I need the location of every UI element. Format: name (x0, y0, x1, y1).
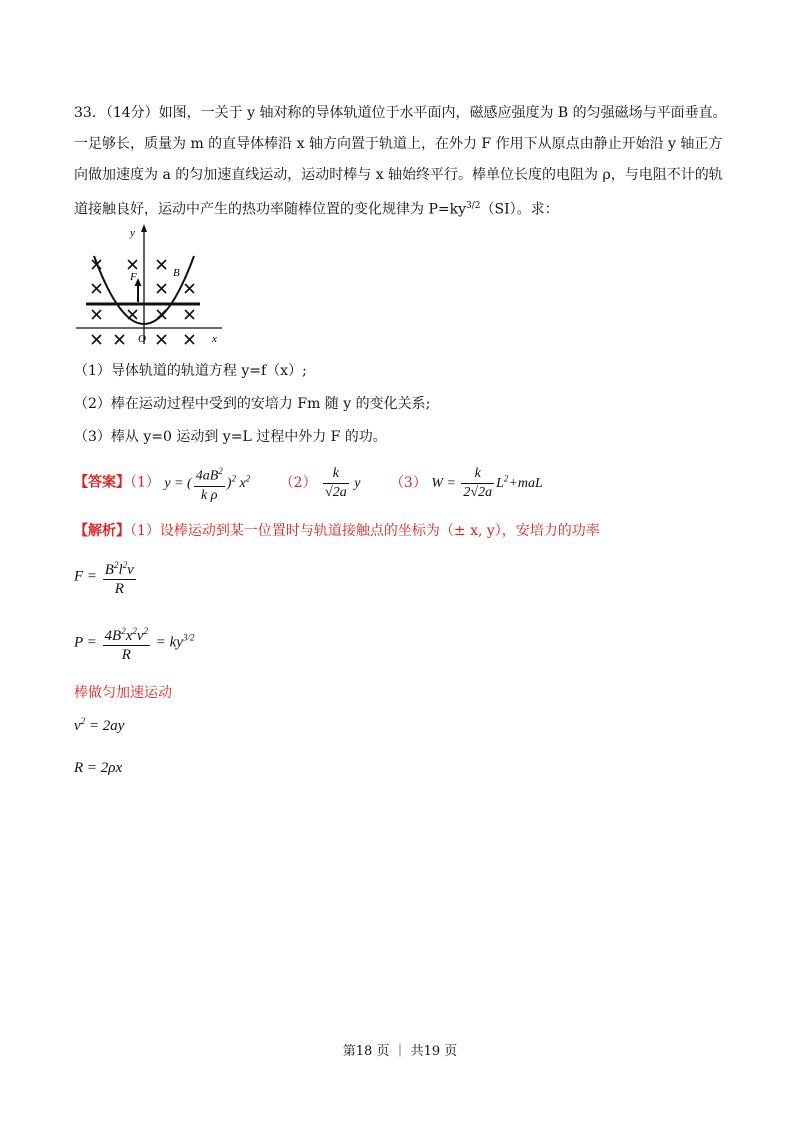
power-exponent: 3/2 (466, 201, 481, 211)
force-label: F (130, 271, 137, 283)
analysis-note: 棒做匀加速运动 (74, 685, 172, 701)
field-label: B (173, 267, 180, 279)
formula-force: F = $\frac{B^2l^2v}{R}$ (74, 556, 138, 598)
question-2: （2）棒在运动过程中受到的安培力 Fm 随 y 的变化关系; (74, 396, 431, 412)
y-axis-arrow (141, 224, 147, 232)
y-axis-label: y (130, 227, 135, 239)
question-1: （1）导体轨道的轨道方程 y=f（x）; (74, 363, 307, 379)
formula-resistance: R = 2ρx (74, 760, 123, 776)
x-axis-label: x (212, 333, 217, 345)
answer-1-formula: y = ( $\frac{4aB^2}{\text{k ρ}}$ )$^2$ $x^2$ (164, 476, 253, 491)
problem-statement (74, 98, 734, 226)
figure-track-diagram (72, 222, 232, 352)
question-3: （3）棒从 y=0 运动到 y=L 过程中外力 F 的功。 (74, 429, 387, 445)
answer-part-3-label: （3） (389, 474, 427, 491)
origin-label: O (138, 333, 146, 345)
answer-2-formula: $\frac{k}{√2a}$ y (325, 465, 364, 500)
problem-text-end: （SI）。求： (480, 201, 559, 218)
answer-tag: 【答案】 (74, 474, 130, 491)
answer-part-2-label: （2） (279, 474, 317, 491)
formula-power: P = $\frac{4B^2x^2v^2}{R}$ = $ky^{3/2}$ (74, 622, 194, 664)
problem-text: 如图，一关于 y 轴对称的导体轨道位于水平面内，磁感应强度为 B 的匀强磁场与平面垂直。一足够长，质量为 m 的直导体棒沿 x 轴方向置于轨道上，在外力 F 作用下从原点由静止开始沿 y 轴正方向做加速度为 a 的匀加速直线运动，运动时棒与 x 轴始终平行。棒单位长度的电阻为 ρ，与电阻不计的轨道接触良好，运动中产生的热功率随棒位置的变化规律为 P=ky (74, 105, 727, 218)
page-footer: 第18 页 ｜ 共19 页 (342, 1044, 458, 1059)
formula-velocity: $v^2 = 2ay$ (74, 716, 125, 734)
answer-3-formula: W = $\frac{k}{2√2a}$ $L^2+maL$ (431, 465, 543, 500)
analysis-text: （1）设棒运动到某一位置时与轨道接触点的坐标为（± x, y），安培力的功率 (130, 523, 600, 539)
analysis-line (74, 520, 600, 540)
analysis-tag: 【解析】 (74, 523, 130, 539)
answer-line (74, 462, 543, 505)
problem-number: 33．（14分） (74, 105, 159, 121)
answer-part-1-label: （1） (130, 474, 160, 491)
